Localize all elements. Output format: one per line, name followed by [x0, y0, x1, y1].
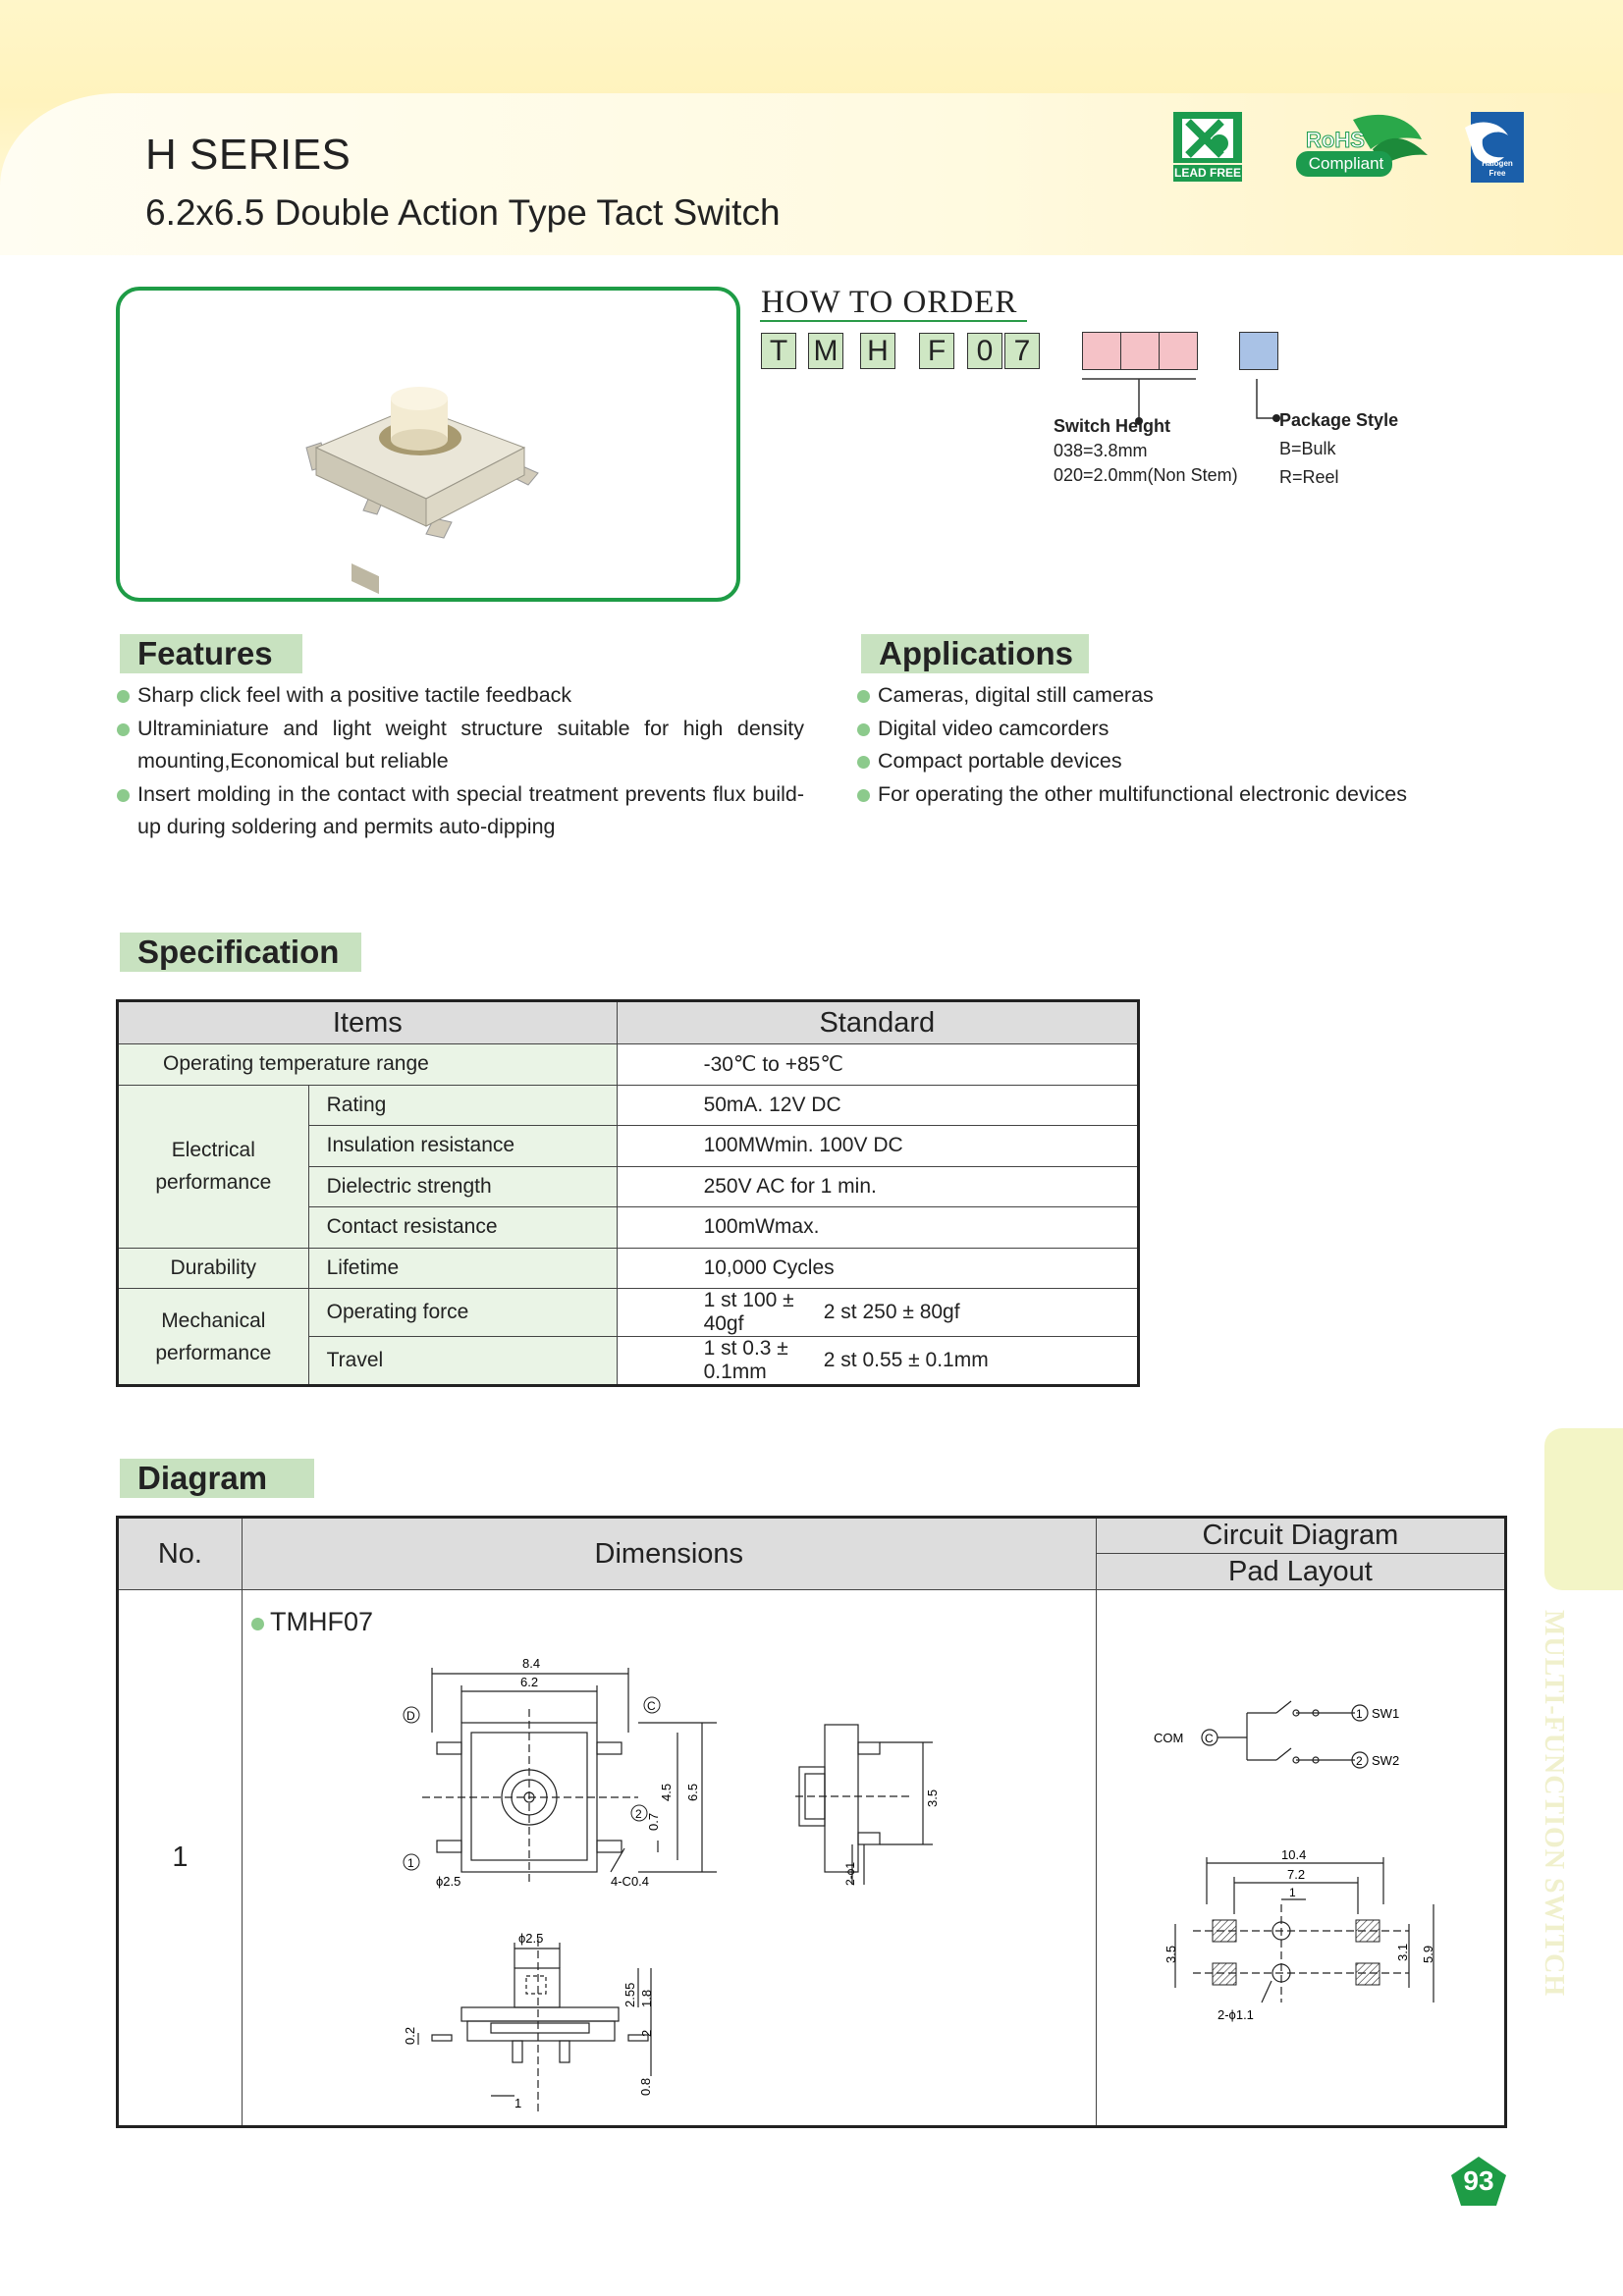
list-item: Cameras, digital still cameras: [855, 679, 1542, 713]
spec-value: 2 st 250 ± 80gf: [821, 1289, 1139, 1337]
dim-label: ϕ2.5: [436, 1874, 461, 1889]
circuit-diagram: [1149, 1693, 1424, 1782]
dim-label: 4-C0.4: [611, 1874, 650, 1889]
how-to-order-title: HOW TO ORDER: [761, 285, 1018, 320]
circuit-label: C: [1205, 1732, 1214, 1745]
pad-label: 3.5: [1163, 1945, 1178, 1963]
switch-height-slot: [1159, 332, 1198, 370]
list-item: Digital video camcorders: [855, 713, 1542, 746]
dim-label: 6.5: [685, 1783, 700, 1801]
spec-item: Dielectric strength: [308, 1166, 617, 1207]
dim-label: 2-ϕ1: [843, 1861, 857, 1886]
dimensions-header: Dimensions: [242, 1518, 1096, 1590]
package-style-option: B=Bulk: [1279, 439, 1336, 458]
halogen-free-label: Free: [1488, 169, 1506, 178]
features-list: [115, 679, 804, 844]
spec-value: 100mWmax.: [617, 1207, 1138, 1249]
pad-label: 3.1: [1395, 1943, 1410, 1961]
dim-label: 2: [639, 2029, 654, 2037]
list-item: For operating the other multifunctional electronic devices: [855, 778, 1542, 812]
dim-label: 0.2: [403, 2026, 417, 2045]
pad-label: 5.9: [1421, 1945, 1435, 1963]
spec-value: 1 st 100 ± 40gf: [617, 1289, 821, 1337]
switch-height-slot: [1082, 332, 1121, 370]
applications-list: [855, 679, 1542, 811]
dim-label: 1: [514, 2096, 522, 2110]
circuit-label: COM: [1154, 1731, 1184, 1745]
switch-height-option: 020=2.0mm(Non Stem): [1054, 465, 1238, 485]
dim-label: 1: [407, 1856, 414, 1870]
halogen-label: Halogen: [1482, 159, 1513, 168]
order-code-cell: H: [860, 333, 895, 369]
part-label: [251, 1607, 373, 1637]
list-item: Compact portable devices: [855, 745, 1542, 778]
dim-label: 6.2: [520, 1675, 539, 1689]
items-header: Items: [118, 1001, 618, 1044]
order-code-cell: 0: [967, 333, 1002, 369]
pad-layout-drawing: [1163, 1845, 1448, 2071]
spec-item: Rating: [308, 1085, 617, 1126]
side-tab: [1544, 1428, 1623, 1590]
group-label: performance: [155, 1341, 272, 1364]
diagram-heading: Diagram: [120, 1459, 314, 1498]
spec-value: 100MWmin. 100V DC: [617, 1126, 1138, 1167]
top-view-drawing: [393, 1654, 727, 1890]
spec-value: 2 st 0.55 ± 0.1mm: [821, 1337, 1139, 1386]
switch-height-slot: [1120, 332, 1160, 370]
dim-label: 0.8: [638, 2077, 653, 2096]
list-item: Sharp click feel with a positive tactile feedback: [115, 679, 804, 713]
side-view-drawing: [766, 1713, 962, 1890]
no-header: No.: [118, 1518, 243, 1590]
spec-item: Lifetime: [308, 1248, 617, 1289]
list-item: Ultraminiature and light weight structure suitable for high density mounting,Economical but reliable: [115, 713, 804, 778]
page-title: H SERIES: [145, 131, 352, 179]
spec-item: Contact resistance: [308, 1207, 617, 1249]
side-tab-label: MULTI-FUNCTION SWITCH: [1539, 1610, 1569, 1998]
dim-label: 0.7: [646, 1812, 661, 1831]
rohs-compliant-label: Compliant: [1308, 154, 1384, 173]
lead-free-badge: [1168, 110, 1247, 184]
standard-header: Standard: [617, 1001, 1138, 1044]
product-image-frame: [116, 287, 740, 602]
switch-height-option: 038=3.8mm: [1054, 441, 1148, 460]
durability-group: Durability: [118, 1248, 309, 1289]
specification-table: [116, 999, 1140, 1387]
order-code-cell: M: [808, 333, 843, 369]
circuit-label: 1: [1356, 1707, 1363, 1721]
rohs-label: RoHS: [1306, 128, 1365, 152]
package-style-label: Package Style: [1279, 410, 1399, 430]
group-label: Electrical: [171, 1139, 255, 1161]
spec-value: 10,000 Cycles: [617, 1248, 1138, 1289]
dim-label: D: [406, 1709, 415, 1723]
dim-label: 3.5: [925, 1789, 940, 1807]
dim-label: 1.8: [639, 1989, 654, 2007]
list-item: Insert molding in the contact with special treatment prevents flux build-up during soldering and permits auto-dipping: [115, 778, 804, 844]
how-to-order-underline: [760, 320, 1027, 322]
page-number: 93: [1463, 2165, 1494, 2196]
dim-label: 2.55: [622, 1982, 637, 2007]
pad-label: 1: [1289, 1886, 1296, 1899]
switch-height-label: Switch Height: [1054, 416, 1171, 436]
group-label: Mechanical: [161, 1308, 266, 1332]
tact-switch-photo: [120, 291, 736, 598]
spec-value: 1 st 0.3 ± 0.1mm: [617, 1337, 821, 1386]
part-number: TMHF07: [270, 1607, 374, 1636]
order-code-cell: F: [919, 333, 954, 369]
package-style-option: R=Reel: [1279, 467, 1339, 487]
spec-item: Insulation resistance: [308, 1126, 617, 1167]
mechanical-group: [118, 1289, 309, 1386]
pad-label: 10.4: [1281, 1847, 1307, 1862]
circuit-header: Circuit Diagram: [1096, 1518, 1505, 1554]
page-number-badge: [1450, 2156, 1507, 2207]
operating-temp-label: Operating temperature range: [118, 1044, 618, 1086]
front-view-drawing: [393, 1929, 687, 2115]
spec-item: Travel: [308, 1337, 617, 1386]
lead-free-label: LEAD FREE: [1173, 166, 1241, 180]
electrical-group: [118, 1085, 309, 1248]
dim-label: ϕ2.5: [518, 1931, 544, 1946]
circuit-label: SW1: [1372, 1706, 1400, 1721]
order-code-cell: 7: [1004, 333, 1040, 369]
rohs-badge: [1294, 110, 1432, 184]
specification-heading: Specification: [120, 933, 361, 972]
spec-value: 250V AC for 1 min.: [617, 1166, 1138, 1207]
row-number: 1: [118, 1590, 243, 2127]
dim-label: 4.5: [659, 1783, 674, 1801]
dim-label: C: [647, 1699, 656, 1713]
package-style-slot: [1239, 332, 1278, 370]
spec-value: 50mA. 12V DC: [617, 1085, 1138, 1126]
applications-heading: Applications: [861, 634, 1089, 673]
dim-label: 8.4: [522, 1656, 541, 1671]
halogen-free-badge: [1461, 108, 1526, 185]
pad-layout-header: Pad Layout: [1096, 1554, 1505, 1590]
page-subtitle: 6.2x6.5 Double Action Type Tact Switch: [145, 192, 781, 233]
circuit-label: SW2: [1372, 1753, 1400, 1768]
bullet-icon: [251, 1618, 264, 1630]
order-code-cell: T: [761, 333, 796, 369]
group-label: performance: [155, 1171, 272, 1194]
operating-temp-value: -30℃ to +85℃: [617, 1044, 1138, 1086]
features-heading: Features: [120, 634, 302, 673]
pad-label: 2-ϕ1.1: [1217, 2007, 1254, 2022]
pad-label: 7.2: [1287, 1867, 1306, 1882]
dim-label: 2: [635, 1807, 642, 1821]
circuit-label: 2: [1356, 1754, 1363, 1768]
spec-item: Operating force: [308, 1289, 617, 1337]
